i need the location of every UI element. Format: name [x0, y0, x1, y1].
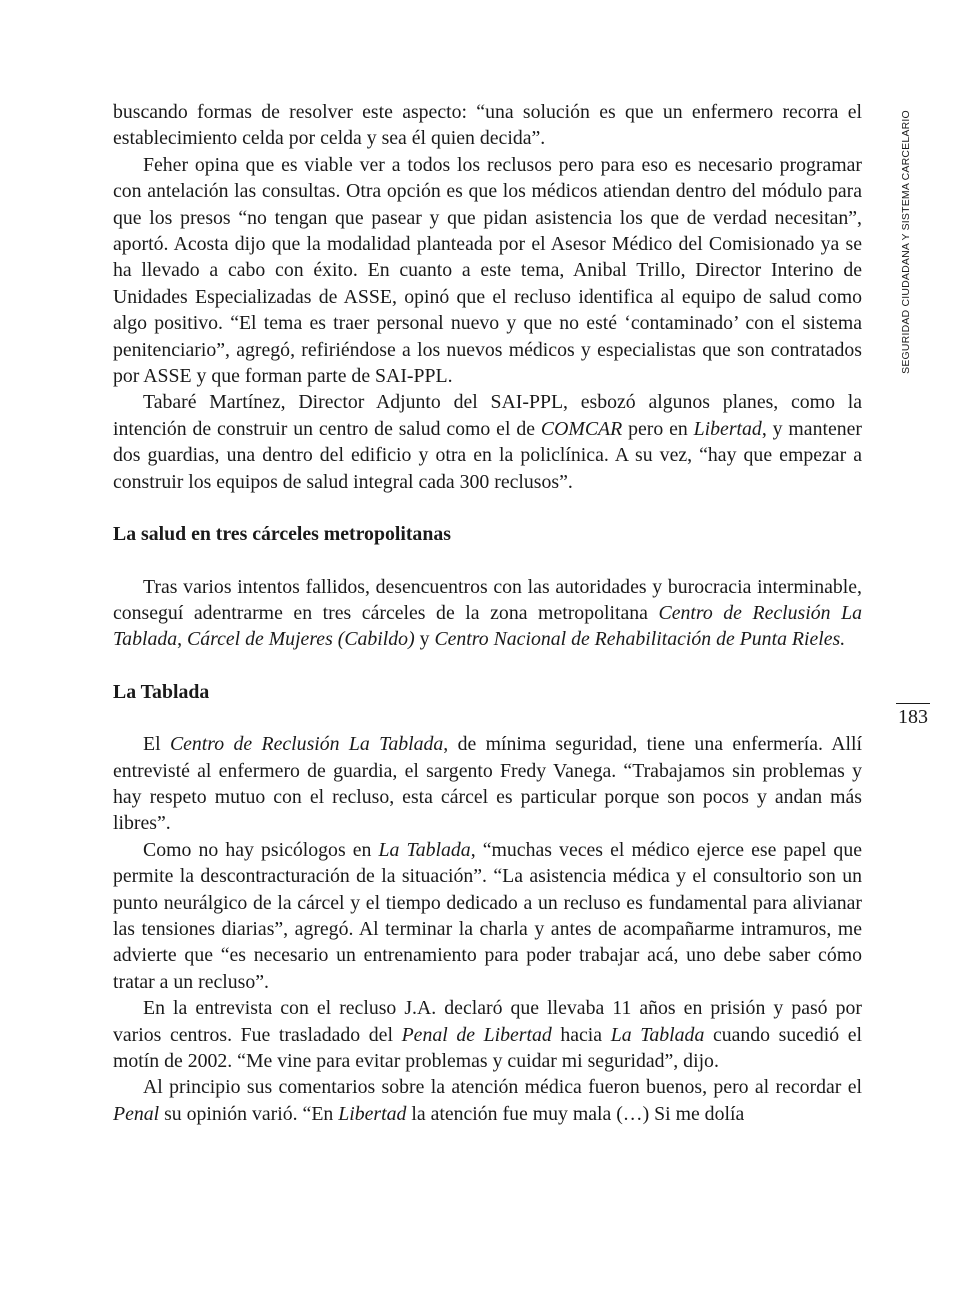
page-number-rule [896, 703, 930, 704]
body-text [113, 99, 862, 1127]
italic-run: Centro Nacional de Rehabilitación de Punta Rieles. [434, 628, 846, 651]
text-run: El [143, 733, 170, 756]
text-run: y [414, 628, 435, 651]
text-run: En la entrevista con el recluso J.A. declaró que llevaba 11 años en prisión y pasó por varios centros. Fue trasladado del [113, 997, 862, 1046]
spacer [113, 705, 862, 731]
italic-run: Centro de Reclusión La Tablada [169, 733, 444, 756]
paragraph [113, 837, 862, 995]
spacer [113, 653, 862, 679]
italic-run: Penal [113, 1102, 160, 1125]
text-run: Al principio sus comentarios sobre la atención médica fueron buenos, pero al recordar el [143, 1076, 862, 1099]
paragraph [113, 995, 862, 1074]
text-run: pero en [622, 417, 694, 440]
paragraph-continued [113, 99, 862, 152]
italic-run: COMCAR [540, 417, 623, 440]
text-run: , y mantener dos guardias, una dentro del edificio y otra en la policlínica. A su vez, “hay que empezar a construir los equipos de salud integral cada 300 reclusos”. [113, 417, 863, 493]
text-run: Feher opina que es viable ver a todos los reclusos pero para eso es necesario programar con antelación las consultas. Otra opción es que los médicos atiendan dentro del módulo para que los presos “no tengan que pasear y que pidan asistencia los que de verdad necesitan”, aportó. Acosta dijo que la modalidad planteada por el Asesor Médico del Comisionado ya se ha llevado a cabo con éxito. En cuanto a este tema, Anibal Trillo, Director Interino de Unidades Especializadas de ASSE, opinó que el recluso identifica al equipo de salud como algo positivo. “El tema es traer personal nuevo y que no esté ‘contaminado’ con el sistema penitenciario”, agregó, refiriéndose a los nuevos médicos y especialistas que son contratados por ASSE y que forman parte de SAI-PPL. [113, 153, 862, 388]
paragraph [113, 1074, 862, 1127]
italic-run: Centro de Reclusión La Tablada [113, 601, 863, 651]
text-run: Como no hay psicólogos en [143, 838, 379, 861]
spacer [113, 548, 862, 574]
text-run: , “muchas veces el médico ejerce ese papel que permite la descontracturación de la situación”. “La asistencia médica y el consultorio son un punto neurálgico de la cárcel y el tiempo dedicado a un recluso es fundamental para alivianar las tensiones diarias”, agregó. Al terminar la charla y antes de acompañarme intramuros, me advierte que “es necesario un entrenamiento para poder trabajar acá, uno debe saber cómo tratar a un recluso”. [113, 838, 862, 993]
text-run: , de mínima seguridad, tiene una enfermería. Allí entrevisté al enfermero de guardia, el sargento Fredy Vanega. “Trabajamos sin problemas y hay respeto mutuo con el recluso, esta cárcel es particular porque son pocos y andan más libres”. [113, 733, 862, 835]
paragraph [113, 152, 862, 390]
italic-run: La Tablada [610, 1023, 705, 1046]
italic-run: Cárcel de Mujeres (Cabildo) [187, 628, 415, 651]
paragraph [113, 731, 862, 837]
section-heading: La Tablada [113, 680, 210, 703]
page-number: 183 [898, 706, 928, 728]
text-run: Tras varios intentos fallidos, desencuentros con las autoridades y burocracia interminable, conseguí adentrarme en tres cárceles de la zona metropolitana [113, 575, 862, 624]
text-run: cuando sucedió el motín de 2002. “Me vine para evitar problemas y cuidar mi seguridad”, dijo. [113, 1023, 862, 1072]
paragraph [113, 389, 862, 495]
text-run: su opinión varió. “En [159, 1102, 339, 1125]
italic-run: La Tablada [378, 838, 471, 861]
running-title [896, 101, 916, 383]
section-heading: La salud en tres cárceles metropolitanas [113, 523, 451, 546]
text-run: la atención fue muy mala (…) Si me dolía [406, 1102, 745, 1125]
italic-run: Penal de Libertad [401, 1023, 552, 1046]
spacer [113, 495, 862, 521]
text-run: Tabaré Martínez, Director Adjunto del SAI-PPL, esbozó algunos planes, como la intención de construir un centro de salud como el de [113, 391, 862, 440]
paragraph [113, 574, 862, 653]
text-run: buscando formas de resolver este aspecto: “una solución es que un enfermero recorra el establecimiento celda por celda y sea él quien decida”. [113, 101, 862, 150]
italic-run: Libertad [693, 417, 762, 440]
text-run: , [177, 628, 188, 651]
italic-run: Libertad [338, 1102, 407, 1125]
running-title-text: SEGURIDAD CIUDADANA Y SISTEMA CARCELARIO [900, 110, 913, 374]
text-run: hacia [551, 1023, 611, 1046]
